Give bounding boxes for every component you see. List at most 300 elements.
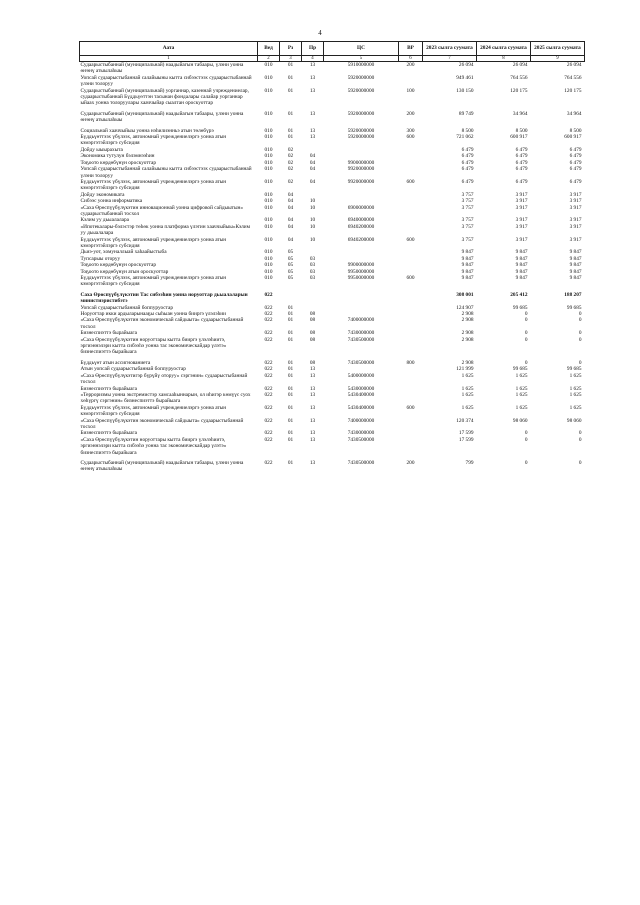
row-pr: 10 [309, 198, 316, 205]
row-ved: 010 [264, 268, 273, 275]
row-2025: 6 479 [569, 178, 582, 185]
row-2025: 3 917 [569, 223, 582, 230]
table-row [80, 373, 585, 386]
column-number: 5 [324, 56, 399, 62]
row-2025: 9 847 [569, 268, 582, 275]
table-row [80, 237, 585, 250]
row-2023: 17 599 [458, 436, 474, 443]
row-rz: 01 [287, 304, 294, 311]
row-vr [399, 205, 423, 218]
row-name: Уопсай судаарыстыбаннай боппуруостар [80, 304, 173, 311]
row-rz: 01 [287, 110, 294, 117]
row-cs [324, 288, 399, 305]
row-name: Дьиэ-уот, хомуналлыай хаһаайыстыба [80, 249, 167, 256]
row-vr: 600 [406, 134, 415, 141]
row-name: Атын уопсай судаарыстыбаннай боппуруостар [80, 366, 186, 373]
row-2024: 3 917 [515, 191, 528, 198]
row-2024: 6 479 [515, 159, 528, 166]
header-ved: Вед [258, 42, 280, 56]
header-2023: 2023 сылга суумата [423, 42, 477, 56]
row-cs: 7400000000 [347, 317, 375, 324]
row-pr: 13 [309, 417, 316, 424]
row-2025: 3 917 [569, 198, 582, 205]
row-ved: 010 [264, 217, 273, 224]
table-row [80, 205, 585, 218]
row-name: «Ипотекалары-бэлэстэр төһөк уонна платформа үлэтин хааччыйыы»Кэлим уу дьыалалара [80, 223, 250, 237]
row-2025: 98 060 [566, 417, 582, 424]
row-ved: 022 [264, 311, 273, 318]
row-vr: 800 [406, 359, 415, 366]
row-ved: 010 [264, 275, 273, 281]
row-ved: 010 [264, 223, 273, 230]
row-name: Тупсарыы оторуу [80, 255, 121, 262]
row-pr: 04 [309, 153, 316, 160]
row-name: Экономика тутулун бэлэмнээһин [80, 153, 155, 160]
row-name: Судаарыстыбаннай (муниципальнай) наадыйагын табаары, үлэни уонна өҥөнү атыылаһыы [80, 459, 244, 473]
row-rz: 04 [287, 191, 294, 198]
row-ved: 022 [264, 372, 273, 379]
row-2024: 0 [524, 317, 528, 324]
row-pr: 13 [309, 87, 316, 94]
row-rz: 04 [287, 217, 294, 224]
row-2023: 1 625 [461, 372, 474, 379]
row-2024: 0 [524, 330, 528, 337]
row-name: «Саха Өрөспүүбүлүкэтигэр бүрүйү оторуу» сэргэнин» судаарыстыбаннай тосхол [80, 372, 248, 386]
row-name: Бүддьүөттээх үбүлээх, автономнай учреждениелэргэ уонна атын кэмэргэтэйлэргэ субсидия [80, 134, 227, 147]
row-2023: 89 749 [458, 110, 474, 117]
row-pr: 13 [309, 366, 316, 373]
row-2023: 9 847 [461, 275, 474, 281]
row-pr: 08 [309, 317, 316, 324]
row-vr [399, 373, 423, 386]
row-2023: 721 062 [456, 134, 474, 141]
row-2023: 8 500 [461, 127, 474, 134]
table-row [80, 317, 585, 330]
row-2025: 6 479 [569, 159, 582, 166]
row-rz: 01 [287, 372, 294, 379]
table-row [80, 405, 585, 418]
row-2023: 3 757 [461, 198, 474, 205]
row-pr: 04 [309, 159, 316, 166]
row-ved: 010 [264, 127, 273, 134]
row-name: Бүддьүөттээх үбүлээх, автономнай учреждениелэргэ уонна атын кэмэргэтэйлэргэ субсидия [80, 178, 227, 192]
header-pr: Пр [302, 42, 324, 56]
row-pr: 10 [309, 223, 316, 230]
header-cs: ЦС [324, 42, 399, 56]
row-2025: 99 685 [566, 366, 582, 373]
row-2025: 6 479 [569, 153, 582, 160]
row-2023: 1 625 [461, 385, 474, 392]
row-2024: 0 [524, 436, 528, 443]
row-cs: 6940000000 [347, 217, 375, 224]
row-rz: 01 [287, 459, 294, 466]
row-2024: 3 917 [515, 223, 528, 230]
row-2024: 0 [524, 359, 528, 366]
row-ved: 010 [264, 134, 273, 141]
row-cs: 7430000000 [347, 330, 375, 337]
row-2025: 6 479 [569, 146, 582, 153]
row-vr: 100 [406, 87, 415, 94]
row-pr: 13 [309, 110, 316, 117]
row-2024: 1 625 [515, 372, 528, 379]
row-2024: 0 [524, 311, 528, 318]
row-2024: 99 685 [512, 304, 528, 311]
column-number: 2 [258, 56, 280, 62]
row-2025: 0 [578, 311, 582, 318]
table-row [80, 107, 585, 124]
table-row [80, 356, 585, 366]
row-2023: 6 479 [461, 146, 474, 153]
row-2023: 120 374 [456, 417, 474, 424]
row-2025: 3 917 [569, 191, 582, 198]
row-name: Дойду ыыырахыта [80, 146, 123, 153]
row-rz: 01 [287, 74, 294, 81]
column-number: 9 [531, 56, 585, 62]
row-cs: 5400000000 [347, 372, 375, 379]
row-2024: 9 847 [515, 275, 528, 281]
row-vr [399, 418, 423, 431]
row-2024: 3 917 [515, 198, 528, 205]
table-row [80, 288, 585, 305]
row-rz: 01 [287, 87, 294, 94]
table-row [80, 75, 585, 88]
row-ved: 010 [264, 236, 273, 243]
row-vr: 300 [406, 127, 415, 134]
row-rz: 05 [287, 268, 294, 275]
row-rz: 05 [287, 255, 294, 262]
row-2024: 6 479 [515, 153, 528, 160]
row-2023: 3 757 [461, 236, 474, 243]
table-row [80, 134, 585, 147]
table-row [80, 88, 585, 107]
row-ved: 010 [264, 153, 273, 160]
row-cs: 9920000000 [347, 178, 375, 185]
row-2023: 3 757 [461, 223, 474, 230]
row-cs: 5920000000 [347, 127, 375, 134]
row-ved: 010 [264, 204, 273, 211]
row-2025: 8 500 [569, 127, 582, 134]
row-ved: 022 [264, 336, 273, 343]
row-pr: 10 [309, 204, 316, 211]
row-ved: 010 [264, 62, 273, 68]
row-ved: 022 [264, 366, 273, 373]
row-2025: 9 847 [569, 262, 582, 269]
row-ved: 010 [264, 74, 273, 81]
row-cs: 9950000000 [347, 275, 375, 281]
column-number: 6 [399, 56, 423, 62]
row-2024: 1 625 [515, 404, 528, 411]
row-pr: 03 [309, 268, 316, 275]
row-pr: 13 [309, 391, 316, 398]
row-cs: 9920000000 [347, 166, 375, 173]
row-2024: 1 625 [515, 385, 528, 392]
row-name: Бизнеспиэттэ бырайыага [80, 385, 137, 392]
row-cs: 7430500000 [347, 359, 375, 366]
row-2023: 2 908 [461, 317, 474, 324]
page-number: 4 [318, 29, 322, 37]
row-pr: 13 [309, 74, 316, 81]
row-rz: 02 [287, 178, 294, 185]
row-2025: 0 [578, 436, 582, 443]
row-vr: 200 [406, 110, 415, 117]
header-rz: Рз [280, 42, 302, 56]
row-rz: 01 [287, 436, 294, 443]
row-2025: 9 847 [569, 255, 582, 262]
row-pr: 04 [309, 166, 316, 173]
row-2023: 6 479 [461, 153, 474, 160]
column-number: 4 [302, 56, 324, 62]
row-rz: 01 [287, 127, 294, 134]
row-pr: 08 [309, 311, 316, 318]
row-name: «Терроризмы уонна экстремистэр хамсааһыннарын, ол иһигэр көмүүс суох хөһүргү сэргэнин» бизнеспиэттэ бырайыага [80, 391, 251, 405]
row-rz [280, 288, 302, 305]
row-name: «Саха Өрөспүүбүлүкэтин инновационнай уонна цифровой сайдыытын» судаарыстыбаннай тосхол [80, 204, 243, 217]
row-ved: 010 [264, 255, 273, 262]
row-name: «Саха Өрөспүүбүлүкэтин экономическай сайдыыта» судаарыстыбаннай тосхол [80, 317, 244, 330]
row-pr: 04 [309, 178, 316, 185]
row-pr: 03 [309, 275, 316, 281]
row-name: Уопсай судаарыстыбаннай салайыыны кытта сибээстээх судаарыстыбаннай үлэни толоруу [80, 74, 252, 88]
row-2024: 9 847 [515, 262, 528, 269]
row-2025: 0 [578, 330, 582, 337]
row-name: Сибээс уонна информатика [80, 198, 143, 205]
row-name: Бизнеспиэттэ бырайыага [80, 430, 137, 437]
row-2025: 1 625 [569, 385, 582, 392]
row-2023: 9 847 [461, 268, 474, 275]
row-2025: 26 094 [566, 62, 582, 68]
row-rz: 04 [287, 236, 294, 243]
row-rz: 02 [287, 153, 294, 160]
row-ved: 022 [264, 291, 273, 298]
row-2023: 6 479 [461, 159, 474, 166]
column-number: 3 [280, 56, 302, 62]
row-2024: 8 500 [515, 127, 528, 134]
row-ved: 022 [264, 359, 273, 366]
row-rz: 05 [287, 262, 294, 269]
row-pr: 13 [309, 62, 316, 68]
row-rz: 04 [287, 223, 294, 230]
row-2023: 3 757 [461, 191, 474, 198]
row-vr [399, 437, 423, 456]
row-pr: 03 [309, 262, 316, 269]
column-number: 7 [423, 56, 477, 62]
row-2025: 1 625 [569, 391, 582, 398]
row-name: Судаарыстыбаннай (муниципальнай) наадыйагын табаары, үлэни уонна өҥөнү атыылаһыы [80, 62, 244, 75]
budget-table [79, 41, 585, 473]
row-2023: 9 847 [461, 255, 474, 262]
row-name: «Саха Өрөспүүбүлүкэтин норуоттары кытта бииргэ үлэлэһиитэ, эргиэннэлэри кытта сибээһэ уонна тас экономическайдар үлэтэ» бизнеспиэттэ бырайыага [80, 336, 227, 356]
row-2025: 120 175 [564, 87, 582, 94]
row-ved: 010 [264, 87, 273, 94]
table-row [80, 224, 585, 237]
row-2024: 26 094 [512, 62, 528, 68]
row-ved: 022 [264, 417, 273, 424]
row-2023: 6 479 [461, 166, 474, 173]
row-rz: 01 [287, 417, 294, 424]
row-cs: 9900000000 [347, 262, 375, 269]
row-cs: 6940200000 [347, 236, 375, 243]
row-2023: 9 847 [461, 262, 474, 269]
row-cs: 6940200000 [347, 223, 375, 230]
row-pr: 03 [309, 255, 316, 262]
row-cs: 7430500000 [347, 336, 375, 343]
header-name: Аата [80, 42, 258, 56]
row-vr [399, 166, 423, 179]
row-name: «Саха Өрөспүүбүлүкэтин норуоттары кытта бииргэ үлэлэһиитэ, эргиэннэлэри кытта сибээһэ уонна тас экономическайдар үлэтэ» бизнеспиэттэ бырайыага [80, 436, 227, 456]
row-ved: 022 [264, 459, 273, 466]
row-ved: 010 [264, 166, 273, 173]
row-2024: 3 917 [515, 217, 528, 224]
header-2025: 2025 сылга суумата [531, 42, 585, 56]
row-pr: 08 [309, 330, 316, 337]
row-rz: 01 [287, 62, 294, 68]
table-row [80, 437, 585, 456]
row-pr: 13 [309, 404, 316, 411]
row-ved: 010 [264, 249, 273, 256]
row-2025: 3 917 [569, 236, 582, 243]
row-vr: 600 [406, 236, 415, 243]
row-2023: 2 908 [461, 330, 474, 337]
row-ved: 022 [264, 304, 273, 311]
row-2024: 0 [524, 430, 528, 437]
table-row [80, 179, 585, 192]
row-ved: 010 [264, 146, 273, 153]
row-pr: 08 [309, 336, 316, 343]
row-cs: 7430500000 [347, 459, 375, 466]
row-2023: 1 625 [461, 391, 474, 398]
row-2023: 3 757 [461, 204, 474, 211]
row-name: Бүддьүөттээх үбүлээх, автономнай учреждениелэргэ уонна атын кэмэргэтэйлэргэ субсидия [80, 236, 227, 249]
row-name: Бүддьүөттээх үбүлээх, автономнай учреждениелэргэ уонна атын кэмэргэтэйлэргэ субсидия [80, 404, 227, 418]
row-name: Бүддьүөттээх үбүлээх, автономнай учреждениелэргэ уонна атын кэмэргэтэйлэргэ субсидия [80, 275, 227, 288]
row-cs: 7430500000 [347, 436, 375, 443]
row-2025: 1 625 [569, 372, 582, 379]
row-name: Норуоттар икки ардыларынааҕы сыһыан уонна бииргэ үлэлэһии [80, 311, 226, 318]
row-vr [399, 317, 423, 330]
row-vr: 600 [406, 404, 415, 411]
row-2025: 9 847 [569, 275, 582, 281]
header-2024: 2024 сылга суумата [477, 42, 531, 56]
row-2025: 0 [578, 336, 582, 343]
row-2023: 2 908 [461, 359, 474, 366]
row-2023: 799 [465, 459, 474, 466]
row-rz: 01 [287, 359, 294, 366]
table-body [80, 62, 585, 473]
row-pr: 10 [309, 236, 316, 243]
row-2024: 34 964 [512, 110, 528, 117]
row-rz: 01 [287, 336, 294, 343]
row-2025: 3 917 [569, 217, 582, 224]
row-name: Уопсай судаарыстыбаннай салайыыны кытта сибээстээх судаарыстыбаннай үлэни толоруу [80, 166, 252, 179]
row-2023: 2 908 [461, 311, 474, 318]
row-2024: 6 479 [515, 146, 528, 153]
row-name: «Саха Өрөспүүбүлүкэтин экономическай сайдыыта» судаарыстыбаннай тосхол [80, 417, 244, 430]
row-rz: 01 [287, 404, 294, 411]
row-2024: 9 847 [515, 249, 528, 256]
row-pr: 13 [309, 459, 316, 466]
row-name: Бүддьүөт атын ассигнованиета [80, 359, 151, 366]
row-name: Тоҕоото көрдөбүнүн ороскуоттар [80, 159, 157, 166]
row-2024: 99 685 [512, 366, 528, 373]
row-rz: 05 [287, 249, 294, 256]
row-ved: 022 [264, 436, 273, 443]
row-rz: 04 [287, 204, 294, 211]
row-ved: 022 [264, 317, 273, 324]
row-rz: 02 [287, 146, 294, 153]
column-number: 1 [80, 56, 258, 62]
row-vr [399, 392, 423, 405]
row-name: Тоҕоото көрдөбүнүн атын ороскуоттар [80, 268, 169, 275]
row-cs: 5430400000 [347, 391, 375, 398]
row-cs: 5430400000 [347, 404, 375, 411]
table-row [80, 275, 585, 288]
header-vr: ВР [399, 42, 423, 56]
table-row [80, 337, 585, 356]
row-2025: 0 [578, 459, 582, 466]
table-row [80, 62, 585, 75]
row-cs: 5910000000 [347, 62, 375, 68]
row-rz: 02 [287, 166, 294, 173]
row-2023: 2 908 [461, 336, 474, 343]
row-rz: 04 [287, 198, 294, 205]
row-vr [399, 224, 423, 237]
row-cs: 6900000000 [347, 204, 375, 211]
row-2024: 9 847 [515, 255, 528, 262]
table-row [80, 124, 585, 134]
row-ved: 010 [264, 159, 273, 166]
row-vr: 200 [406, 459, 415, 466]
row-2024: 98 060 [512, 417, 528, 424]
row-ved: 022 [264, 404, 273, 411]
row-pr [302, 288, 324, 305]
row-2023: 124 907 [456, 304, 474, 311]
row-2024: 3 917 [515, 204, 528, 211]
header-row [80, 42, 585, 56]
row-name: Дойду экономиката [80, 191, 125, 198]
row-rz: 02 [287, 159, 294, 166]
row-pr: 13 [309, 436, 316, 443]
row-2024: 600 917 [510, 134, 528, 141]
row-ved: 022 [264, 430, 273, 437]
row-2025: 34 964 [566, 110, 582, 117]
row-rz: 01 [287, 385, 294, 392]
row-ved: 010 [264, 110, 273, 117]
row-ved: 010 [264, 262, 273, 269]
row-rz: 01 [287, 317, 294, 324]
row-2025: 99 685 [566, 304, 582, 311]
row-ved: 010 [264, 191, 273, 198]
row-cs: 5920000000 [347, 74, 375, 81]
row-2025: 6 479 [569, 166, 582, 173]
row-rz: 01 [287, 311, 294, 318]
row-cs: 9900000000 [347, 159, 375, 166]
row-2023: 6 479 [461, 178, 474, 185]
row-name: Саха Өрөспүүбүлүкэтин Тас сибээһин уонна норуоттар дьыалаларын министиэристибэтэ [80, 291, 248, 305]
row-2025: 764 556 [564, 74, 582, 81]
row-rz: 01 [287, 366, 294, 373]
row-name: Социальнай хааччыйыы уонна нэһилиэнньэ атын төлөбүрэ [80, 127, 214, 134]
row-rz: 01 [287, 134, 294, 141]
row-cs: 5920000000 [347, 87, 375, 94]
row-2024: 0 [524, 459, 528, 466]
row-cs: 7400000000 [347, 417, 375, 424]
row-name: Тоҕоото көрдөбүнүн ороскуоттар [80, 262, 157, 269]
row-rz: 01 [287, 430, 294, 437]
row-name: Судаарыстыбаннай (муниципальнай) наадыйагын табаары, үлэни уонна өҥөнү атыылаһыы [80, 110, 244, 124]
row-2024: 120 175 [510, 87, 528, 94]
row-2023: 949 461 [456, 74, 474, 81]
row-name: Судаарыстыбаннай (муниципальнай) уорганнар, казеннай учреждениелар, судаарыстыбаннай Бүддьүөттэн тасынан фондалары салайар уорганнар ыйаах уонна толоруулары хааччыйар сыалтан ороскуоттар [80, 87, 249, 107]
